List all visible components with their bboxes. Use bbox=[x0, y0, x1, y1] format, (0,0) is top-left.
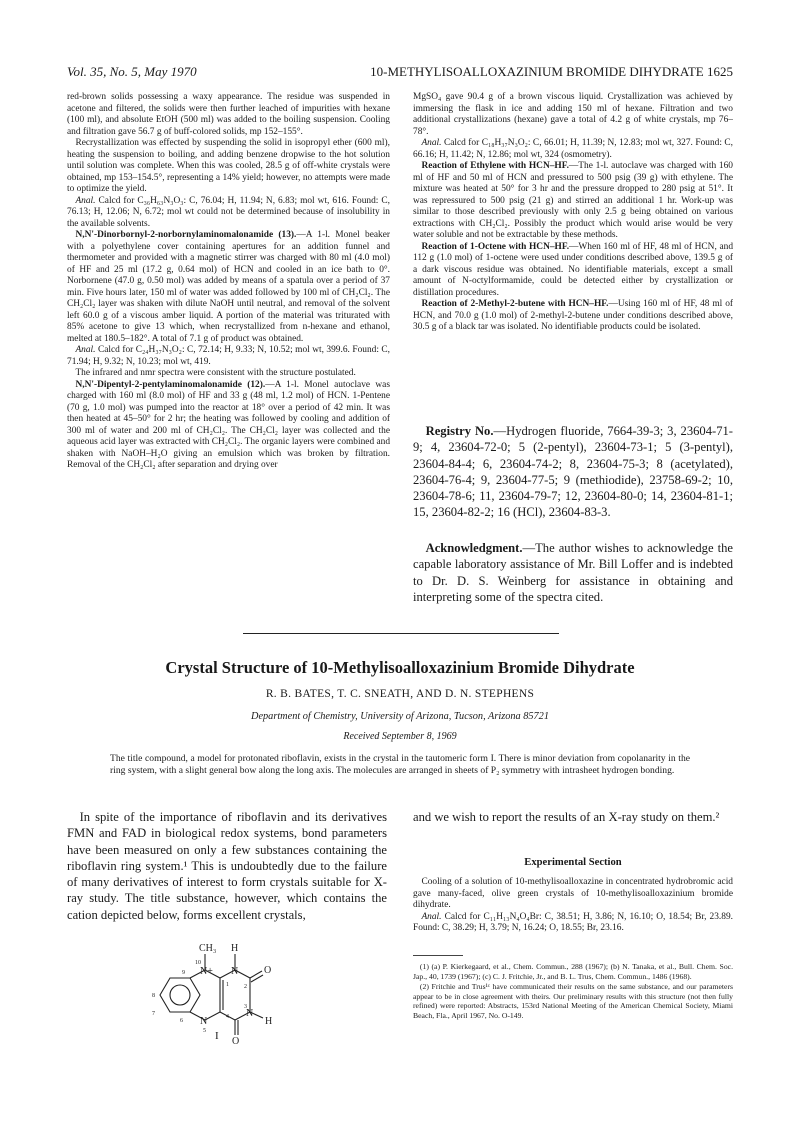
anal-text: Calcd for C₁₈H₃₇N₃O₂: C, 66.01; H, 11.39; N, 12.83; mol wt, 327. Found: C, 66.16; H, 11.42; N, 12.86; mol wt, 324 (osmometry). bbox=[413, 138, 733, 160]
paragraph bbox=[413, 540, 733, 605]
received-date: Received September 8, 1969 bbox=[343, 731, 457, 742]
anal-text: Calcd for C₂₄H₃₇N₃O₂: C, 72.14; H, 9.33; N, 10.52; mol wt, 399.6. Found: C, 71.94; H, 9.32; N, 10.23; mol wt, 419. bbox=[67, 345, 390, 367]
compound-label: I bbox=[215, 1030, 219, 1042]
experimental-text bbox=[413, 877, 733, 935]
atom-label: O bbox=[232, 1036, 240, 1047]
paragraph bbox=[413, 299, 733, 334]
procedure-text: —A 1-l. Monel autoclave was charged with 160 ml (8.0 mol) of HF and 33 g (48 ml, 1.2 mol) of HCN. 1-Pentene (70 g, 1.0 mol) was pumped into the reactor at 18° over a period of 42 min. It was then heated at 45–50° for 2 hr; the heating was followed by cooling and addition of 300 ml of water and 200 ml of CH₂Cl₂. The CH₂Cl₂ layer was collected and the aqueous acid layer was extracted with CH₂Cl₂. The organic layers were combined and shaken with NaOH–H₂O giving an emulsion which was broken by filtration. Removal of the CH₂Cl₂ after separation and drying over bbox=[67, 379, 391, 470]
benzene-ring bbox=[160, 978, 200, 1012]
registry-label: Registry No. bbox=[425, 424, 494, 438]
acknowledgment bbox=[413, 540, 733, 605]
paragraph bbox=[67, 196, 390, 231]
aromatic-circle bbox=[170, 985, 190, 1005]
footnote: (1) (a) P. Kierkegaard, et al., Chem. Commun., 288 (1967); (b) N. Tanaka, et al., Bull. Chem. Soc. Jap., 40, 1739 (1967); (c) C. J. Fritchie, Jr., and B. L. Trus, Chem. Commun., 1486 (1968). bbox=[413, 962, 733, 981]
acknowledgment-text: —The author wishes to acknowledge the capable laboratory assistance of Mr. Bill Loffer and is indebted to Dr. D. S. Weinberg for assistance in obtaining and interpreting some of the spectra cited. bbox=[413, 541, 733, 604]
reaction-heading: Reaction of 1-Octene with HCN–HF. bbox=[421, 241, 570, 252]
reaction-heading: Reaction of 2-Methyl-2-butene with HCN–HF. bbox=[421, 299, 609, 309]
footnotes bbox=[413, 962, 733, 1022]
paragraph bbox=[413, 912, 733, 935]
paragraph bbox=[67, 380, 390, 472]
ring-number: 10 bbox=[195, 960, 201, 966]
paragraph bbox=[413, 242, 733, 300]
procedure-text: —When 160 ml of HF, 48 ml of HCN, and 112 g (1.0 mol) of 1-octene were used under conditions described above, 139.5 g of a dark viscous residue was obtained. No identifiable materials, except a small amount of N-octylformamide, could be detected either by crystallization or distillation procedures. bbox=[413, 241, 734, 298]
paragraph bbox=[413, 161, 733, 242]
atom-label: H bbox=[231, 943, 239, 954]
introduction-right bbox=[413, 809, 733, 825]
anal-text: Calcd for C₃₆H₆₃N₃O₃: C, 76.04; H, 11.94; N, 6.83; mol wt, 616. Found: C, 76.13; H, 12.06; N, 6.72; mol wt could not be determined because of insolubility in the available solvents. bbox=[67, 195, 390, 229]
atom-label: N bbox=[246, 1008, 254, 1019]
paragraph: Recrystallization was effected by suspending the solid in isopropyl ether (600 ml), heating the suspension to boiling, and adding benzene dropwise to the hot solution until solution was complete. When this was cooled, 28.5 g of off-white crystals were obtained, mp 153–154.5°, representing a 14% yield; however, no attempts were made to optimize the yield. bbox=[67, 138, 390, 194]
registry-text: —Hydrogen fluoride, 7664-39-3; 3, 23604-71-9; 4, 23604-72-0; 5 (2-pentyl), 23604-73-1; 5 (3-pentyl), 23604-84-4; 6, 23604-74-2; 8, 23604-75-3; 8 (acetylated), 23604-76-4; 9, 23604-77-5; 9 (methiodide), 23758-69-2; 10, 23604-78-6; 11, 23604-79-7; 12, 23604-80-0; 14, 23604-81-1; 15, 23604-82-2; 16 (HCl), 23604-83-3. bbox=[413, 424, 733, 520]
paragraph bbox=[67, 345, 390, 368]
section-heading: Experimental Section bbox=[524, 857, 622, 868]
paragraph: The infrared and nmr spectra were consistent with the structure postulated. bbox=[75, 368, 356, 378]
paragraph bbox=[67, 230, 390, 345]
paragraph: red-brown solids possessing a waxy appearance. The residue was suspended in acetone and filtered, the solids were then further leached of impurities with hexane (100 ml), and absolute EtOH (500 ml) was added to the boiling suspension. Cooling and filtration gave 56.7 g of buff-colored solids, mp 152–155°. bbox=[67, 92, 390, 137]
anal-label: Anal. bbox=[421, 911, 442, 922]
article-authors: R. B. BATES, T. C. SNEATH, AND D. N. STEPHENS bbox=[265, 688, 535, 700]
methyl-label: CH₃ bbox=[199, 943, 217, 954]
paragraph: and we wish to report the results of an X-ray study on them.² bbox=[413, 810, 720, 824]
atom-label: H bbox=[265, 1016, 273, 1027]
anal-label: Anal. bbox=[421, 138, 442, 148]
atom-label: N+ bbox=[200, 966, 213, 977]
ring-number: 1 bbox=[226, 982, 229, 988]
acknowledgment-label: Acknowledgment. bbox=[425, 541, 523, 555]
isoalloxazinium-structure bbox=[140, 940, 320, 1050]
article-divider bbox=[243, 633, 559, 634]
ring-number: 5 bbox=[203, 1028, 206, 1034]
atom-label: N bbox=[200, 1016, 208, 1027]
ring-number: 4 bbox=[226, 1014, 229, 1020]
ring-number: 3 bbox=[244, 1004, 247, 1010]
procedure-text: —A 1-l. Monel beaker with a polyethylene cover containing apertures for an addition funnel and thermometer and provided with a magnetic stirrer was charged with 80 ml (4.0 mol) of HF and 25 ml (17.2 g, 0.64 mol) of HCN and cooled in an ice bath to 0°. Norbornene (47.0 g, 0.50 mol) was added by means of a spatula over a period of 37 min. Five hours later, 150 ml of water was added followed by 100 ml of CH₂Cl₂. The CH₂Cl₂ layer was shaken with dilute NaOH until neutral, and removal of the solvent left 60.0 g of a viscous amber liquid. A portion of the material was triturated with 85% acetone to give 13 which, when recrystallized from n-hexane and ethanol, melted at 180.5–182°. A total of 7.1 g of product was obtained. bbox=[67, 230, 391, 344]
paragraph bbox=[413, 138, 733, 161]
anal-text: Calcd for C₁₁H₁₃N₄O₄Br: C, 38.51; H, 3.86; N, 16.10; O, 18.54; Br, 23.89. Found: C, 38.29; H, 3.79; N, 16.24; O, 18.55; Br, 23.16. bbox=[413, 911, 733, 933]
footnote: (2) Fritchie and Trus¹ᶜ have communicated their results on the same substance, and our parameters appear to be in close agreement with theirs. Our preliminary results with this structure (not then fully refined) were reported: Abstracts, 153rd National Meeting of the American Chemical Society, Miami Beach, Fla., April 1967, No. O-149. bbox=[413, 982, 733, 1020]
running-header bbox=[67, 64, 733, 84]
ring-number: 7 bbox=[152, 1011, 155, 1017]
atom-label: O bbox=[264, 965, 272, 976]
journal-volume: Vol. 35, No. 5, May 1970 bbox=[67, 64, 197, 79]
paragraph: Cooling of a solution of 10-methylisoalloxazine in concentrated hydrobromic acid gave many-faced, olive green crystals of 10-methylisoalloxazinium bromide dihydrate. bbox=[413, 877, 733, 910]
introduction-left bbox=[67, 809, 387, 923]
registry-numbers bbox=[413, 423, 733, 521]
paragraph bbox=[413, 423, 733, 521]
atom-label: N bbox=[231, 966, 239, 977]
footnote-divider bbox=[413, 955, 463, 956]
ring-number: 9 bbox=[182, 970, 185, 976]
ring-number: 8 bbox=[152, 993, 155, 999]
anal-label: Anal. bbox=[75, 195, 96, 206]
paragraph: MgSO₄ gave 90.4 g of a brown viscous liquid. Crystallization was achieved by immersing the flask in ice and adding 150 ml of hexane. Filtration and two additional crystallizations (hexane) gave a total of 4.2 g of white crystals, mp 76–78°. bbox=[413, 92, 733, 137]
abstract: The title compound, a model for protonated riboflavin, exists in the crystal in the tautomeric form I. There is minor deviation from copolanarity in the ring system, with a slight general bow along the long axis. The molecules are arranged in sheets of P₂ symmetry with intrasheet hydrogen bonding. bbox=[110, 753, 690, 776]
ring-number: 2 bbox=[244, 984, 247, 990]
right-column-continued-text bbox=[413, 92, 733, 334]
affiliation: Department of Chemistry, University of Arizona, Tucson, Arizona 85721 bbox=[251, 711, 549, 722]
procedure-text: —Using 160 ml of HF, 48 ml of HCN, and 70.0 g (1.0 mol) of 2-methyl-2-butene under conditions described above, 30.5 g of a black tar was isolated. No identifiable products could be isolated. bbox=[413, 299, 733, 332]
reaction-heading: Reaction of Ethylene with HCN–HF. bbox=[421, 161, 569, 171]
left-column-continued-text bbox=[67, 92, 390, 472]
anal-label: Anal. bbox=[75, 345, 96, 355]
paragraph: In spite of the importance of riboflavin and its derivatives FMN and FAD in biological redox systems, bond parameters have been measured on only a few substances containing the riboflavin ring system.¹ This is undoubtedly due to the failure of many derivatives of interest to form crystals suitable for X-ray study. The title substance, however, which contains the cation depicted below, forms excellent crystals, bbox=[67, 810, 387, 922]
compound-heading: N,N'-Dinorbornyl-2-norbornylaminomalonamide (13). bbox=[75, 230, 297, 240]
ring-number: 6 bbox=[180, 1018, 183, 1024]
article-title: Crystal Structure of 10-Methylisoalloxazinium Bromide Dihydrate bbox=[165, 658, 635, 677]
compound-heading: N,N'-Dipentyl-2-pentylaminomalonamide (12). bbox=[75, 379, 266, 390]
procedure-text: —The 1-l. autoclave was charged with 160 ml of HF and 50 ml of HCN and pressured to 500 psig (39 g) with ethylene. The mixture was heated at 50° for 3 hr and the pressure dropped to 280 psig at 51°. It was repressured to 500 psig (21 g) and stirred an additional 1 hr. Work-up was similar to those described previously with only 2.5 g being obtained on various extractions with CH₂Cl₂. Possibly the product which would arise would be very water soluble and not be extractable by these methods. bbox=[413, 161, 733, 240]
running-title-page-number: 10-METHYLISOALLOXAZINIUM BROMIDE DIHYDRATE 1625 bbox=[370, 64, 733, 79]
